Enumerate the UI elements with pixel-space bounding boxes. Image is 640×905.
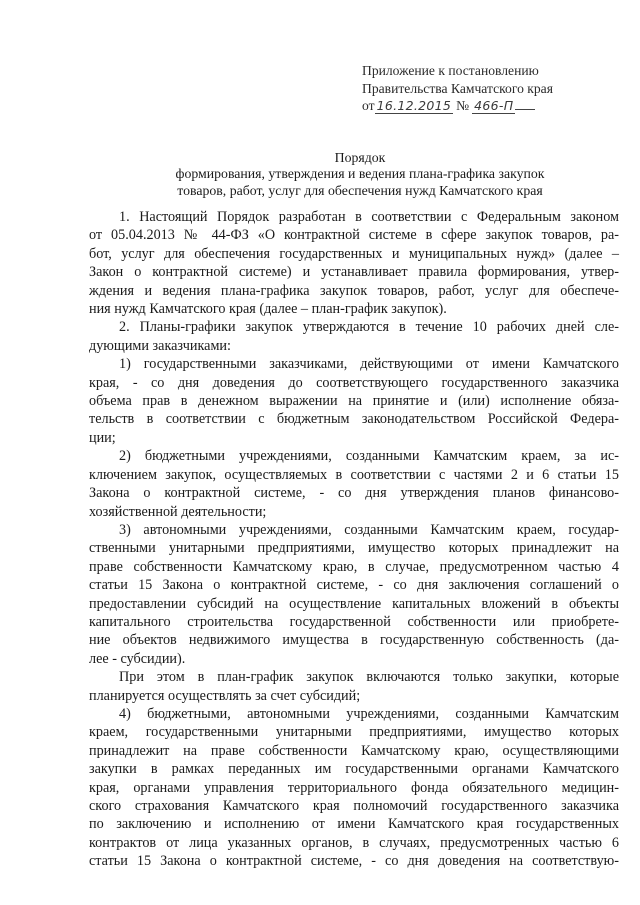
text-line: ственными унитарными предприятиями, имущество которых принадлежит на xyxy=(89,540,619,557)
title-line-3: товаров, работ, услуг для обеспечения нужд Камчатского края xyxy=(177,182,543,198)
text-line: от 05.04.2013 № 44-ФЗ «О контрактной системе в сфере закупок товаров, ра- xyxy=(89,227,619,244)
title-line-2: формирования, утверждения и ведения плана-графика закупок xyxy=(175,166,545,182)
text-line: капитального строительства государственной собственности или приобрете- xyxy=(89,613,619,630)
text-line: ждения и ведения плана-графика закупок товаров, работ, услуг для обеспече- xyxy=(89,282,619,299)
text-line: краем, государственными унитарными предприятиями, имущество которых xyxy=(89,724,619,741)
text-line: Закон о контрактной системе) и устанавливает правила формирования, утвер- xyxy=(89,264,619,281)
title-line-1: Порядок xyxy=(334,150,386,165)
text-line: 2. Планы-графики закупок утверждаются в течение 10 рабочих дней сле- xyxy=(119,319,619,336)
text-line: ции; xyxy=(89,429,116,446)
text-line: бот, услуг для обеспечения государственных и муниципальных нужд» (далее – xyxy=(89,245,619,262)
text-line: 1. Настоящий Порядок разработан в соответствии с Федеральным законом xyxy=(119,209,619,225)
text-line: хозяйственной деятельности; xyxy=(89,503,267,520)
text-line: лее - субсидии). xyxy=(89,650,186,667)
text-line: праве собственности Камчатскому краю, в случае, предусмотренном частью 4 xyxy=(89,558,619,575)
appendix-header xyxy=(362,62,553,115)
text-line: контрактов от лица указанных органов, в случаях, предусмотренных частью 6 xyxy=(89,834,619,851)
text-line: 4) бюджетными, автономными учреждениями, созданными Камчатским xyxy=(119,705,619,722)
appendix-date-line xyxy=(362,97,553,115)
text-line: ского страхования Камчатского края полномочий государственного заказчика xyxy=(89,798,619,814)
text-line: по заключению и исполнению от имени Камчатского края государственных xyxy=(89,816,619,833)
text-line: 2) бюджетными учреждениями, созданными Камчатским краем, за ис- xyxy=(119,448,619,465)
document-body xyxy=(89,208,619,871)
appendix-line-1: Приложение к постановлению xyxy=(362,63,539,78)
appendix-number-sign: № xyxy=(456,98,470,113)
document-title xyxy=(60,150,640,199)
appendix-underline xyxy=(515,109,535,110)
text-line: края, - со дня доведения до соответствующего государственного заказчика xyxy=(89,374,619,391)
text-line: ние объектов недвижимого имущества в государственную собственность (да- xyxy=(89,632,619,649)
text-line: принадлежит на праве собственности Камчатскому краю, осуществляющими xyxy=(89,742,619,759)
appendix-line-2: Правительства Камчатского края xyxy=(362,80,553,96)
text-line: предоставлении субсидий на осуществление капитальных вложений в объекты xyxy=(89,595,619,612)
text-line: 1) государственными заказчиками, действующими от имени Камчатского xyxy=(119,356,619,373)
text-line: Закона о контрактной системе, - со дня утверждения планов финансово- xyxy=(89,485,619,502)
appendix-number: 466-П xyxy=(474,98,514,113)
text-line: При этом в план-график закупок включаются только закупки, которые xyxy=(119,669,619,686)
text-line: статьи 15 Закона о контрактной системе, - со дня доведения на соответствую- xyxy=(89,853,619,870)
text-line: закупки в рамках переданных им государственными органами Камчатского xyxy=(89,761,619,778)
text-line: планируется осуществлять за счет субсидий; xyxy=(89,687,361,704)
appendix-date: 16.12.2015 xyxy=(376,98,452,113)
text-line: ния нужд Камчатского края (далее – план-график закупок). xyxy=(89,301,447,318)
text-line: статьи 15 Закона о контрактной системе, - со дня заключения соглашений о xyxy=(89,577,619,594)
appendix-date-prefix: от xyxy=(362,98,375,113)
text-line: тельств в соответствии с бюджетным законодательством Российской Федера- xyxy=(89,411,619,428)
text-line: дующими заказчиками: xyxy=(89,337,231,354)
text-line: ключением закупок, осуществляемых в соответствии с частями 2 и 6 статьи 15 xyxy=(89,466,619,483)
text-line: объема прав в денежном выражении на принятие и (или) исполнение обяза- xyxy=(89,393,619,410)
text-line: 3) автономными учреждениями, созданными Камчатским краем, государ- xyxy=(119,521,619,538)
text-line: края, органами управления территориального фонда обязательного медицин- xyxy=(89,779,619,796)
